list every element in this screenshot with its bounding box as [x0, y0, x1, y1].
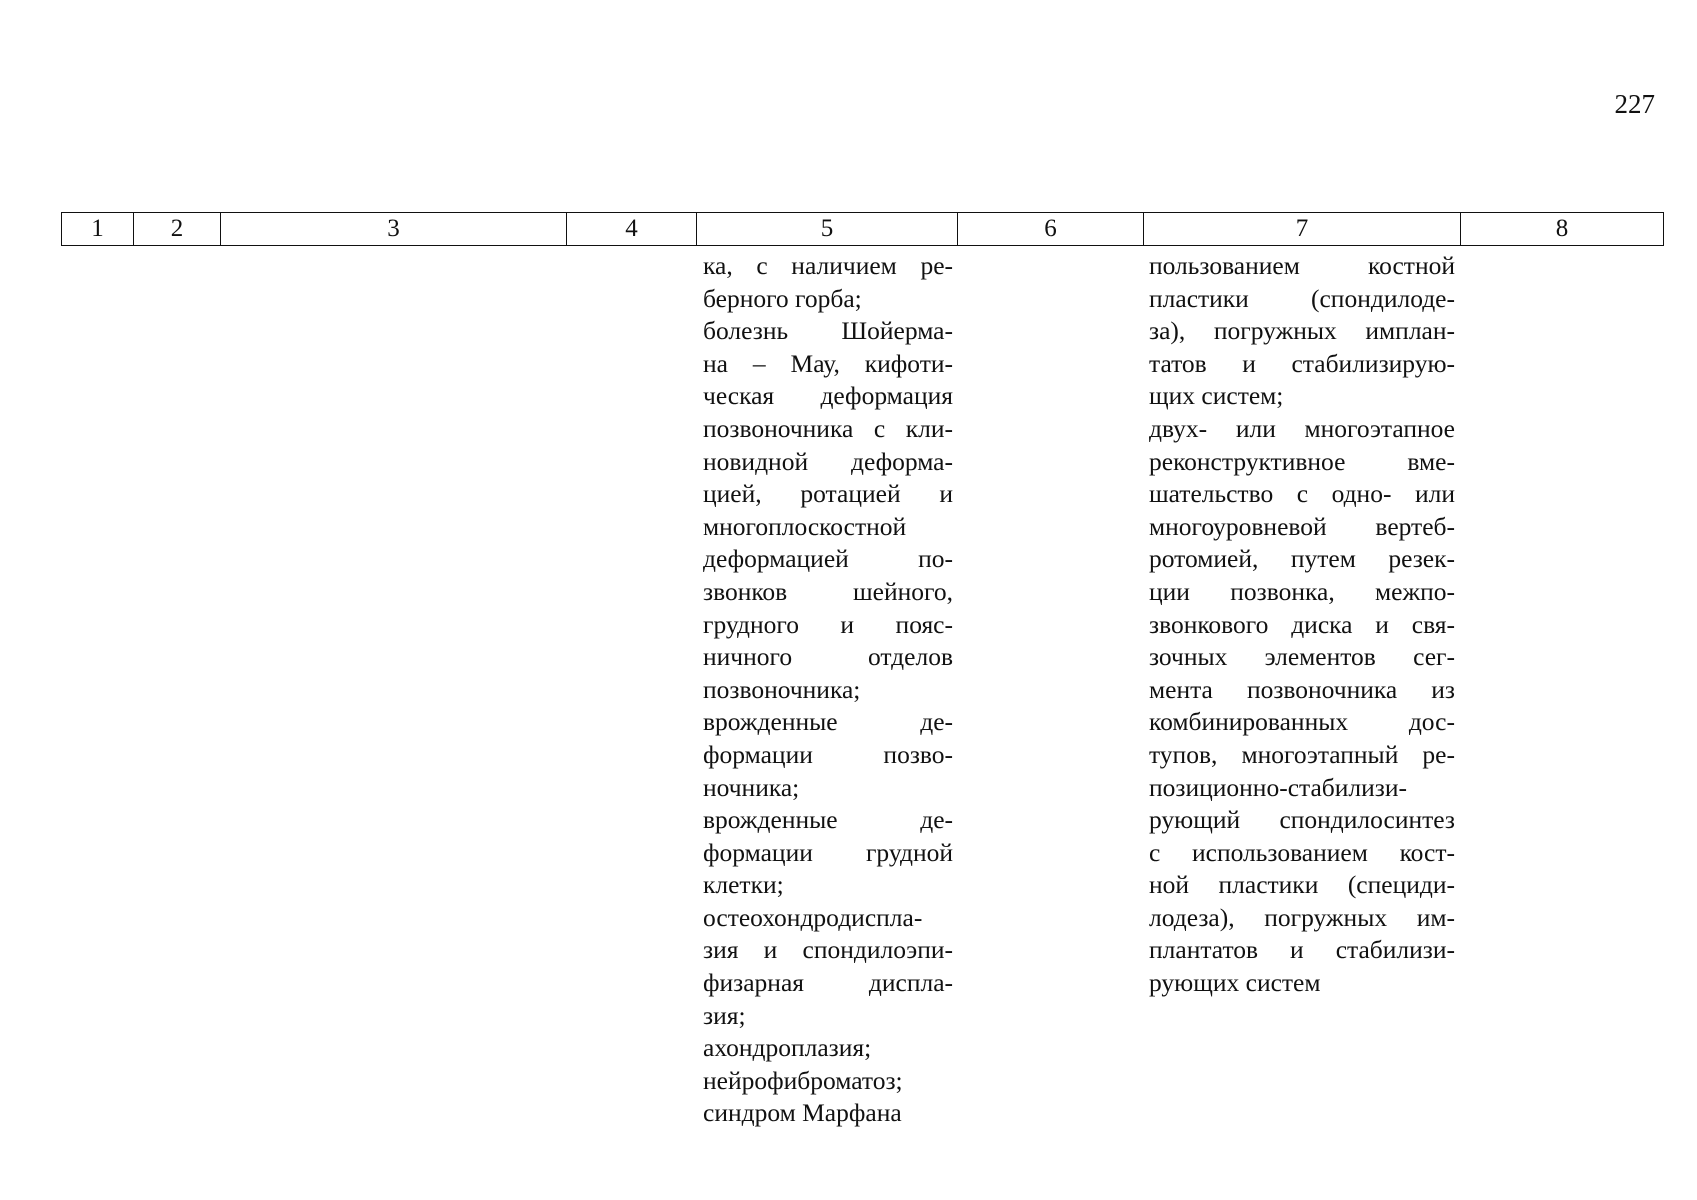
column-7-text-line: тупов, многоэтапный ре-	[1149, 739, 1455, 769]
column-7-text-line: реконструктивное вме-	[1149, 446, 1455, 476]
column-5-text-line: клетки;	[703, 870, 784, 900]
column-5-text-line: ничного отделов	[703, 642, 953, 672]
column-number-1: 1	[62, 213, 134, 246]
column-5-text-line: многоплоскостной	[703, 511, 907, 541]
column-5-text-line: новидной деформа-	[703, 446, 953, 476]
column-5-text-line: ческая деформация	[703, 381, 953, 411]
column-7-text-line: двух- или многоэтапное	[1149, 413, 1455, 443]
column-5-text-line: цией, ротацией и	[703, 479, 953, 509]
column-5-text-line: деформацией по-	[703, 544, 953, 574]
column-5-text-line: звонков шейного,	[703, 576, 953, 606]
column-number-3: 3	[221, 213, 567, 246]
column-5-text-line: синдром Марфана	[703, 1098, 902, 1128]
column-7-text-line: звонкового диска и свя-	[1149, 609, 1455, 639]
column-5-text-line: берного горба;	[703, 283, 862, 313]
column-7-text-line: мента позвоночника из	[1149, 674, 1455, 704]
column-7-text-line: комбинированных дос-	[1149, 707, 1455, 737]
column-5-text-line: зия;	[703, 1000, 746, 1030]
column-7-text-line: лодеза), погружных им-	[1149, 902, 1455, 932]
column-7-treatment-text	[1149, 250, 1455, 1000]
column-7-text-line: щих систем;	[1149, 381, 1284, 411]
column-7-text-line: шательство с одно- или	[1149, 479, 1455, 509]
column-5-text-line: нейрофиброматоз;	[703, 1065, 903, 1095]
column-7-text-line: позиционно-стабилизи-	[1149, 772, 1407, 802]
column-5-text-line: грудного и пояс-	[703, 609, 953, 639]
column-5-text-line: болезнь Шойерма-	[703, 316, 953, 346]
column-7-text-line: ции позвонка, межпо-	[1149, 576, 1455, 606]
column-5-text-line: на – Мау, кифоти-	[703, 348, 953, 378]
column-5-text-line: формации грудной	[703, 837, 953, 867]
column-5-text-line: остеохондродиспла-	[703, 902, 923, 932]
column-7-text-line: ротомией, путем резек-	[1149, 544, 1455, 574]
column-number-5: 5	[697, 213, 958, 246]
column-5-text-line: врожденные де-	[703, 707, 953, 737]
column-7-text-line: пользованием костной	[1149, 251, 1455, 280]
column-number-8: 8	[1461, 213, 1664, 246]
column-7-text-line: многоуровневой вертеб-	[1149, 511, 1455, 541]
column-5-text-line: физарная диспла-	[703, 968, 953, 998]
column-5-text-line: врожденные де-	[703, 805, 953, 835]
column-5-diagnosis-text	[703, 250, 953, 1130]
column-5-text-line: ка, с наличием ре-	[703, 251, 953, 280]
column-7-text-line: плантатов и стабилизи-	[1149, 935, 1455, 965]
column-5-text-line: позвоночника;	[703, 674, 861, 704]
column-7-text-line: рующих систем	[1149, 968, 1321, 998]
column-5-text-line: зия и спондилоэпи-	[703, 935, 953, 965]
column-7-text-line: зочных элементов сег-	[1149, 642, 1455, 672]
header-row	[62, 213, 1664, 246]
column-5-text-line: ахондроплазия;	[703, 1033, 872, 1063]
column-5-text-line: позвоночника с кли-	[703, 413, 953, 443]
page-number: 227	[1614, 89, 1655, 119]
column-5-text-line: ночника;	[703, 772, 800, 802]
column-number-7: 7	[1144, 213, 1461, 246]
column-5-text-line: формации позво-	[703, 739, 953, 769]
column-7-text-line: пластики (спондилоде-	[1149, 283, 1455, 313]
column-7-text-line: с использованием кост-	[1149, 837, 1455, 867]
column-number-2: 2	[134, 213, 221, 246]
column-7-text-line: татов и стабилизирую-	[1149, 348, 1455, 378]
column-7-text-line: рующий спондилосинтез	[1149, 805, 1455, 835]
column-number-6: 6	[958, 213, 1144, 246]
column-number-4: 4	[567, 213, 697, 246]
column-number-header-table	[61, 212, 1664, 246]
column-7-text-line: ной пластики (специди-	[1149, 870, 1455, 900]
column-7-text-line: за), погружных имплан-	[1149, 316, 1455, 346]
